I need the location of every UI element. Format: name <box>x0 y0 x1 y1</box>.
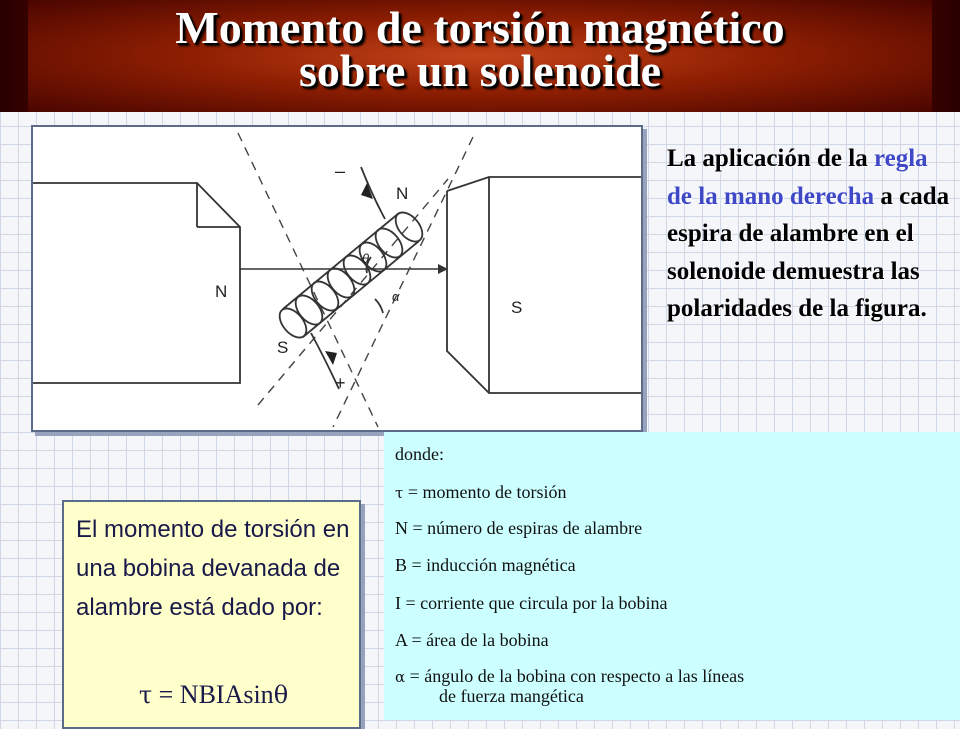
left-magnet-outline <box>33 183 240 383</box>
solenoid-axis <box>258 179 448 405</box>
legend-item-alpha-continued: de fuerza mangética <box>439 686 584 706</box>
coil-top-label: N <box>396 184 409 203</box>
theta-label: θ <box>362 251 370 266</box>
minus-label: – <box>335 161 346 181</box>
legend-item-b: B = inducción magnética <box>395 555 576 575</box>
legend-item-alpha: α = ángulo de la bobina con respecto a las líneas <box>395 666 745 686</box>
tau-symbol: τ <box>395 484 404 502</box>
right-hand-rule-highlight: regla de la mano derecha <box>667 145 928 210</box>
torque-equation <box>64 680 363 710</box>
legend-item-tau: τ = momento de torsión <box>395 482 567 502</box>
legend-item-a: A = área de la bobina <box>395 630 549 650</box>
description-text <box>667 140 957 328</box>
left-pole-label: N <box>215 282 228 301</box>
slide-title <box>0 0 960 96</box>
coil-bottom-label: S <box>277 338 289 357</box>
equation-body: = NBIAsin <box>152 680 274 709</box>
solenoid-diagram <box>31 125 643 432</box>
alpha-symbol: α <box>395 668 406 686</box>
title-line-2: sobre un solenoide <box>298 45 662 96</box>
title-line-1: Momento de torsión magnético <box>175 2 785 53</box>
dashed-axis-left <box>238 133 378 427</box>
description-part-2: a cada espira de alambre en el solenoide demuestra las polaridades de la figura. <box>667 182 950 322</box>
right-pole-label: S <box>511 298 523 317</box>
right-magnet-outline <box>447 191 641 393</box>
theta-symbol: θ <box>273 681 289 709</box>
right-magnet-top <box>447 177 641 191</box>
dashed-axis-right <box>333 137 473 427</box>
solenoid-figure <box>33 127 641 430</box>
legend-item-i: I = corriente que circula por la bobina <box>395 593 668 613</box>
torque-formula-box <box>62 500 361 729</box>
legend-intro: donde: <box>395 444 444 464</box>
description-part-1: La aplicación de la <box>667 145 874 172</box>
variable-legend <box>384 432 960 720</box>
alpha-label: α <box>392 289 400 304</box>
plus-label: + <box>335 373 346 393</box>
formula-description: El momento de torsión en una bobina devanada de alambre está dado por: <box>76 516 350 621</box>
title-banner <box>0 0 960 112</box>
legend-item-n: N = número de espiras de alambre <box>395 518 643 538</box>
alpha-arc <box>375 299 383 313</box>
tau-symbol: τ <box>138 681 153 709</box>
